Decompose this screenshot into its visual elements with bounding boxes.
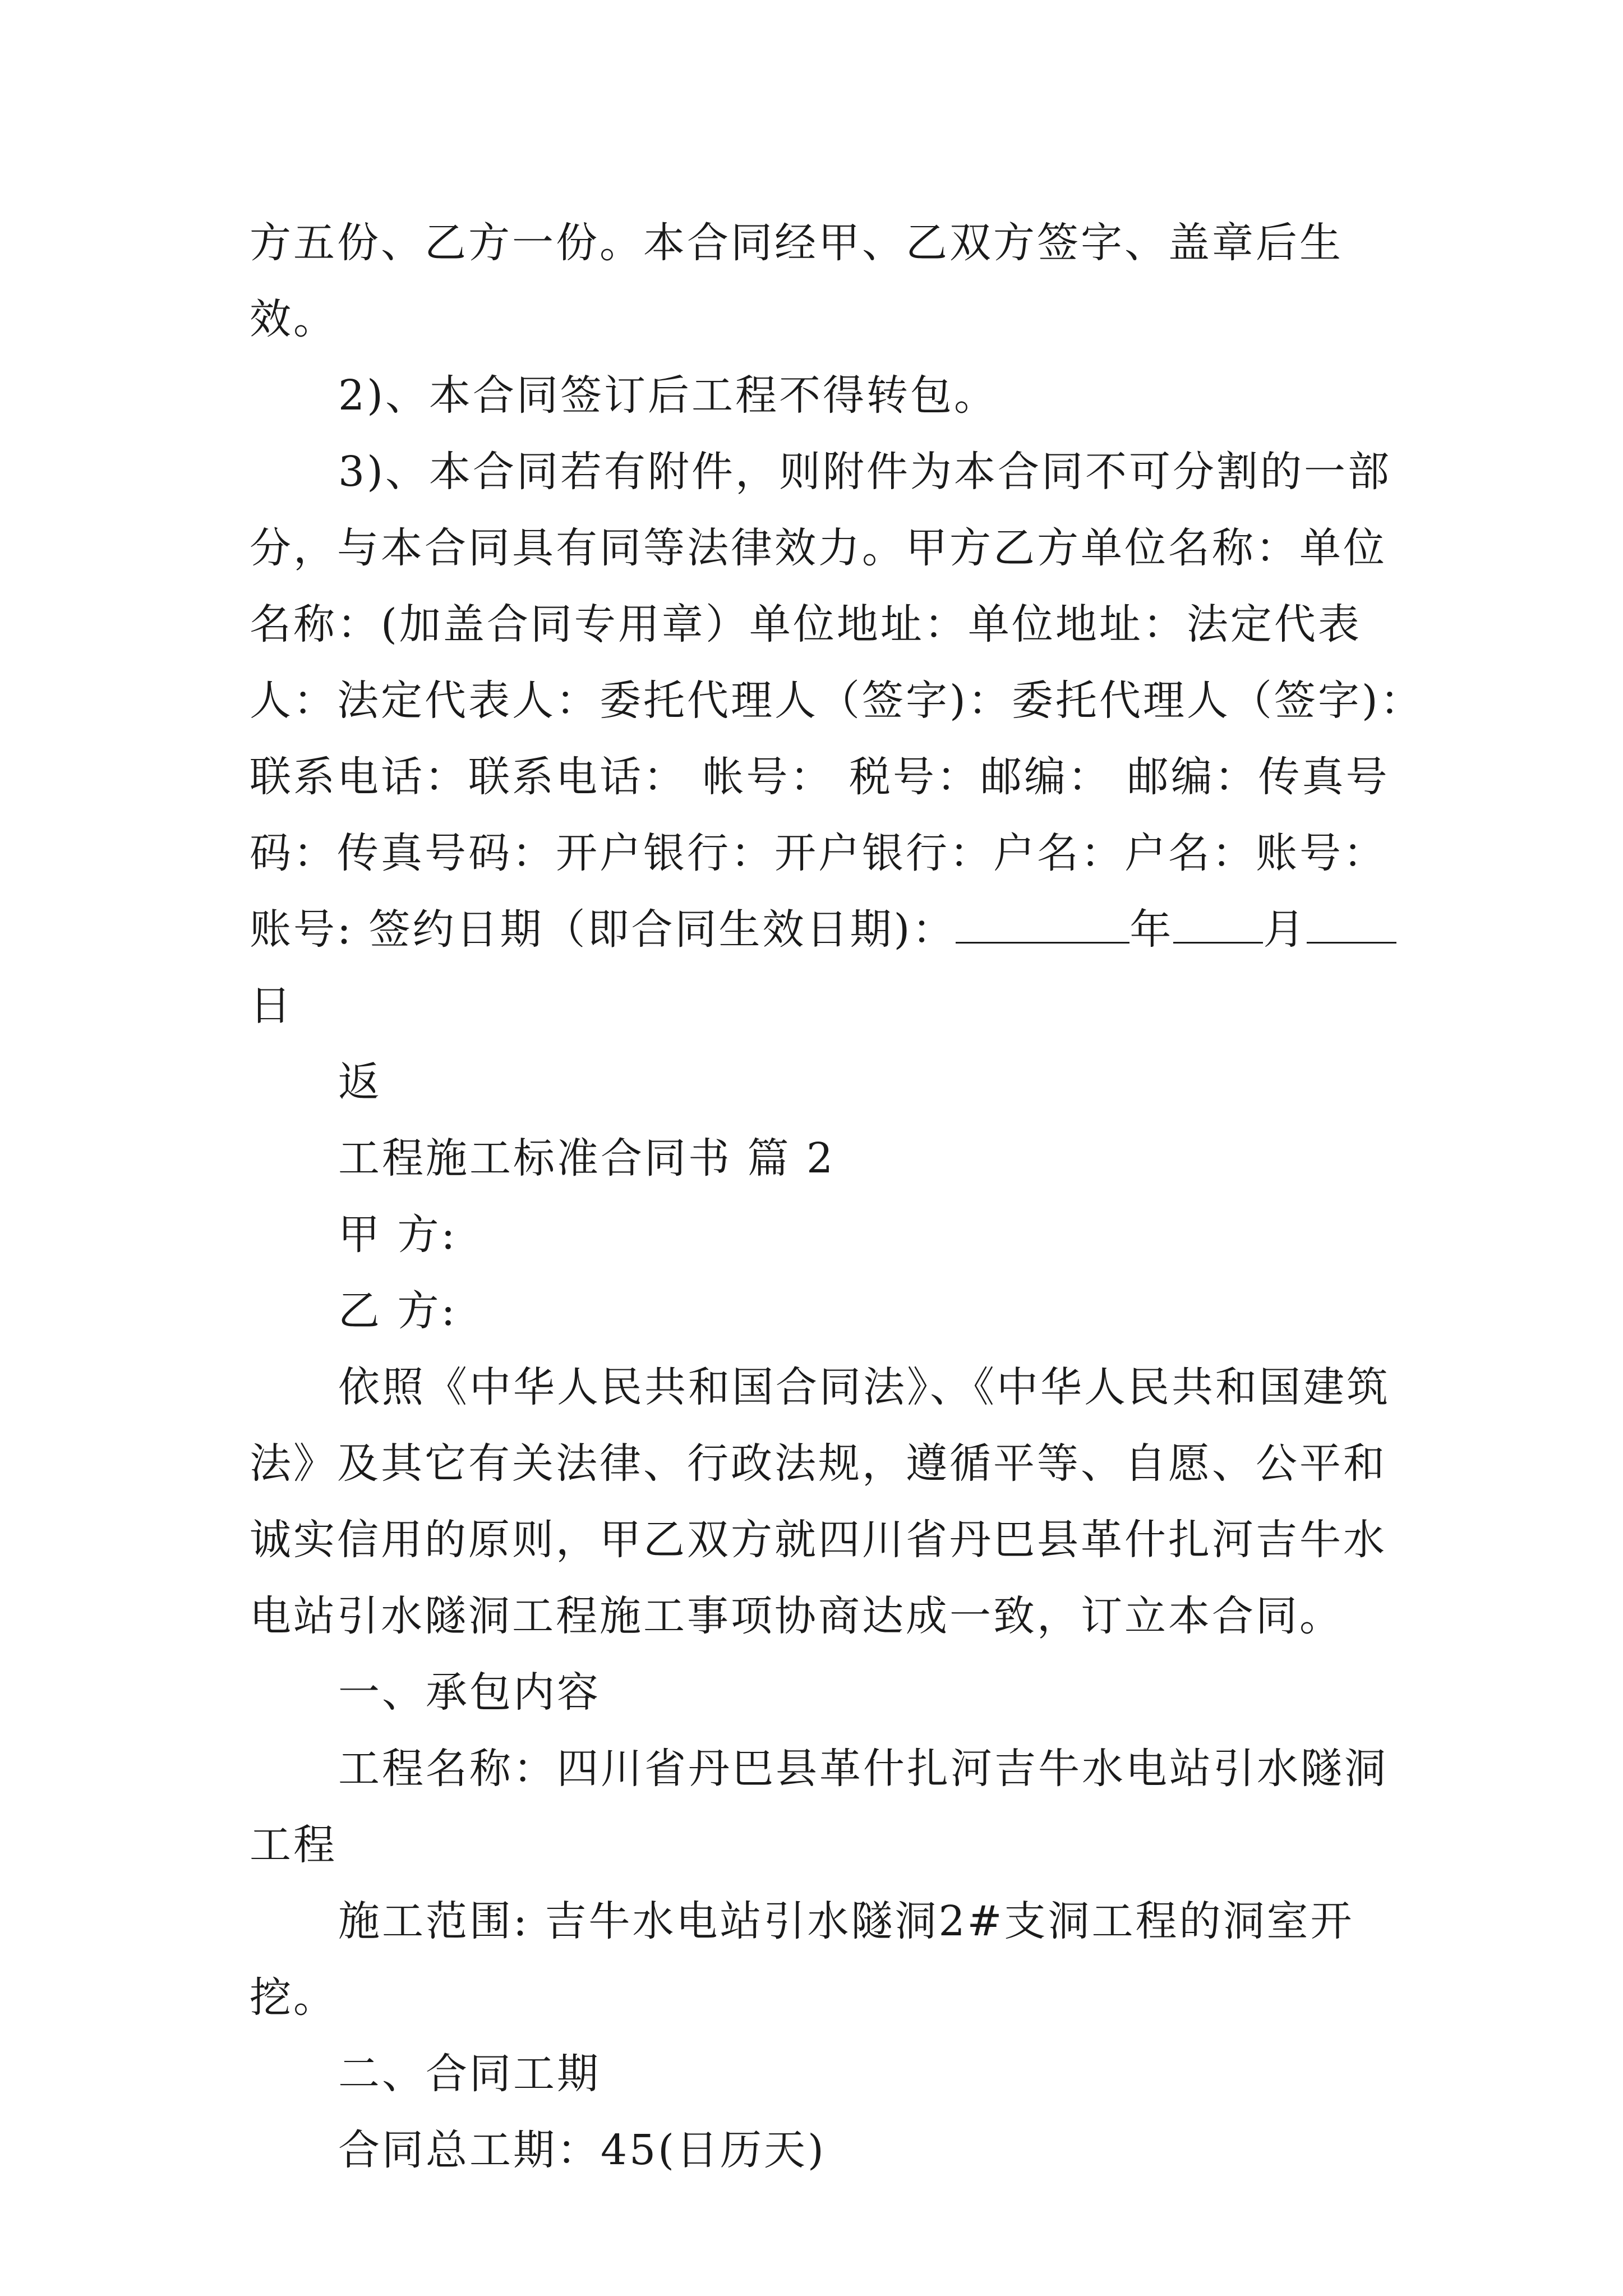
date-month-label: 月	[1263, 905, 1307, 954]
heading-contract-scope: 一、承包内容	[338, 1668, 601, 1717]
paragraph-no-subcontract: 2)、本合同签订后工程不得转包。	[338, 371, 998, 420]
paragraph-legal-basis: 依照《中华人民共和国合同法》、《中华人民共和国建筑法》及其它有关法律、行政法规，遵循平等、自愿、公平和诚实信用的原则，甲乙双方就四川省丹巴县革什扎河吉牛水电站引水隧洞工程施工事项协商达成一致，订立本合同。	[250, 1363, 1390, 1640]
document-body	[250, 205, 1427, 2188]
total-duration-line: 合同总工期：45(日历天)	[338, 2126, 826, 2174]
construction-scope-line: 施工范围: 吉牛水电站引水隧洞2#支洞工程的洞室开挖。	[250, 1897, 1354, 2022]
party-a-line: 甲 方:	[338, 1211, 458, 1259]
paragraph-copies: 方五份、乙方一份。本合同经甲、乙双方签字、盖章后生效。	[250, 219, 1343, 343]
date-day-blank	[1307, 901, 1396, 944]
section-title-2: 工程施工标准合同书 篇 2	[338, 1134, 836, 1182]
project-name-line: 工程名称：四川省丹巴县革什扎河吉牛水电站引水隧洞工程	[250, 1745, 1388, 1869]
attachments-signatures-text: 3)、本合同若有附件，则附件为本合同不可分割的一部分，与本合同具有同等法律效力。甲方乙方单位名称：单位名称：(加盖合同专用章）单位地址：单位地址：法定代表人：法定代表人：委托代理人（签字)：委托代理人（签字)：联系电话：联系电话： 帐号： 税号：邮编： 邮编：传真号码：传真号码：开户银行：开户银行：户名：户名：账号：账号: 签约日期（即合同生效日期)：	[250, 448, 1424, 954]
paragraph-attachments-signatures	[250, 434, 1427, 1044]
heading-contract-period: 二、合同工期	[338, 2050, 601, 2098]
party-b-line: 乙 方:	[338, 1287, 458, 1335]
date-day-label: 日	[250, 982, 293, 1030]
date-year-label: 年	[1129, 905, 1174, 954]
return-link-text: 返	[338, 1058, 382, 1106]
date-month-blank	[1173, 901, 1263, 944]
date-year-blank	[956, 901, 1129, 944]
